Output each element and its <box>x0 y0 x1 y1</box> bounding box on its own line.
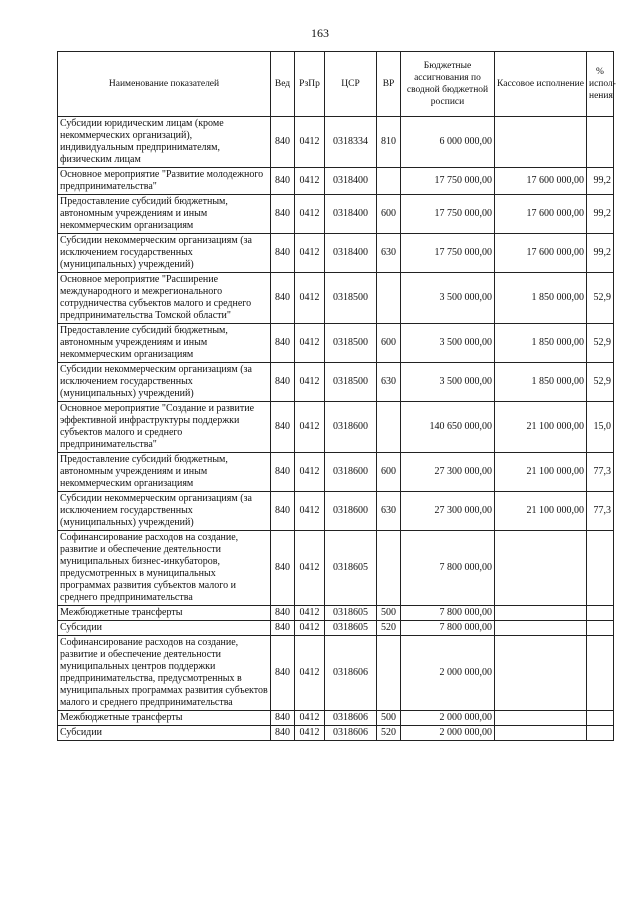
cell-vr: 520 <box>377 726 401 741</box>
cell-budget: 17 750 000,00 <box>401 168 495 195</box>
header-rzpr: РзПр <box>295 52 325 117</box>
cell-vr: 520 <box>377 621 401 636</box>
header-cash: Кассовое исполнение <box>495 52 587 117</box>
budget-table <box>57 51 614 741</box>
cell-cash: 1 850 000,00 <box>495 324 587 363</box>
cell-vr: 500 <box>377 711 401 726</box>
table-row <box>58 531 614 606</box>
cell-csr: 0318400 <box>325 168 377 195</box>
cell-name: Основное мероприятие "Создание и развитие эффективной инфраструктуры поддержки субъектов малого и среднего предпринимательства" <box>58 402 271 453</box>
cell-ved: 840 <box>271 195 295 234</box>
cell-rzpr: 0412 <box>295 273 325 324</box>
cell-budget: 17 750 000,00 <box>401 234 495 273</box>
cell-ved: 840 <box>271 492 295 531</box>
cell-cash <box>495 636 587 711</box>
cell-cash: 17 600 000,00 <box>495 195 587 234</box>
cell-name: Основное мероприятие "Расширение международного и межрегионального сотрудничества субъектов малого и среднего предпринимательства Томской области" <box>58 273 271 324</box>
cell-vr: 630 <box>377 234 401 273</box>
header-csr: ЦСР <box>325 52 377 117</box>
cell-name: Субсидии <box>58 621 271 636</box>
cell-cash <box>495 117 587 168</box>
cell-name: Субсидии некоммерческим организациям (за исключением государственных (муниципальных) учреждений) <box>58 234 271 273</box>
cell-name: Межбюджетные трансферты <box>58 711 271 726</box>
table-row <box>58 453 614 492</box>
cell-vr <box>377 402 401 453</box>
cell-pct <box>587 621 614 636</box>
cell-vr: 630 <box>377 363 401 402</box>
table-row <box>58 324 614 363</box>
cell-vr <box>377 636 401 711</box>
cell-pct: 99,2 <box>587 168 614 195</box>
cell-csr: 0318500 <box>325 273 377 324</box>
cell-rzpr: 0412 <box>295 492 325 531</box>
cell-budget: 3 500 000,00 <box>401 363 495 402</box>
cell-csr: 0318600 <box>325 492 377 531</box>
cell-budget: 27 300 000,00 <box>401 492 495 531</box>
cell-name: Субсидии некоммерческим организациям (за исключением государственных (муниципальных) учреждений) <box>58 363 271 402</box>
cell-ved: 840 <box>271 531 295 606</box>
cell-budget: 2 000 000,00 <box>401 711 495 726</box>
cell-cash: 1 850 000,00 <box>495 363 587 402</box>
cell-pct <box>587 726 614 741</box>
table-row <box>58 363 614 402</box>
cell-name: Софинансирование расходов на создание, развитие и обеспечение деятельности муниципальных бизнес-инкубаторов, предусмотренных в муниципальных программах развития субъектов малого и среднего предпринимательства <box>58 531 271 606</box>
header-pct: % испол-нения <box>587 52 614 117</box>
cell-name: Субсидии <box>58 726 271 741</box>
cell-budget: 6 000 000,00 <box>401 117 495 168</box>
cell-pct <box>587 606 614 621</box>
cell-ved: 840 <box>271 621 295 636</box>
cell-csr: 0318500 <box>325 324 377 363</box>
cell-ved: 840 <box>271 324 295 363</box>
cell-pct <box>587 636 614 711</box>
table-row <box>58 117 614 168</box>
cell-name: Межбюджетные трансферты <box>58 606 271 621</box>
cell-ved: 840 <box>271 273 295 324</box>
cell-vr: 600 <box>377 453 401 492</box>
cell-ved: 840 <box>271 453 295 492</box>
cell-csr: 0318606 <box>325 636 377 711</box>
cell-csr: 0318606 <box>325 711 377 726</box>
cell-rzpr: 0412 <box>295 195 325 234</box>
cell-ved: 840 <box>271 117 295 168</box>
cell-budget: 27 300 000,00 <box>401 453 495 492</box>
cell-cash <box>495 726 587 741</box>
cell-name: Предоставление субсидий бюджетным, автономным учреждениям и иным некоммерческим организациям <box>58 453 271 492</box>
cell-name: Предоставление субсидий бюджетным, автономным учреждениям и иным некоммерческим организациям <box>58 195 271 234</box>
cell-rzpr: 0412 <box>295 726 325 741</box>
cell-pct: 52,9 <box>587 324 614 363</box>
cell-pct: 77,3 <box>587 453 614 492</box>
cell-rzpr: 0412 <box>295 531 325 606</box>
cell-cash <box>495 621 587 636</box>
cell-ved: 840 <box>271 234 295 273</box>
cell-ved: 840 <box>271 636 295 711</box>
cell-csr: 0318605 <box>325 621 377 636</box>
cell-rzpr: 0412 <box>295 402 325 453</box>
cell-rzpr: 0412 <box>295 621 325 636</box>
cell-rzpr: 0412 <box>295 324 325 363</box>
cell-cash: 21 100 000,00 <box>495 492 587 531</box>
table-row <box>58 492 614 531</box>
cell-cash: 1 850 000,00 <box>495 273 587 324</box>
cell-rzpr: 0412 <box>295 363 325 402</box>
table-row <box>58 234 614 273</box>
cell-rzpr: 0412 <box>295 168 325 195</box>
cell-pct <box>587 117 614 168</box>
cell-pct <box>587 531 614 606</box>
table-row <box>58 621 614 636</box>
header-budget: Бюджетные ассигнования по сводной бюджетной росписи <box>401 52 495 117</box>
cell-vr <box>377 273 401 324</box>
table-row <box>58 168 614 195</box>
cell-budget: 7 800 000,00 <box>401 606 495 621</box>
cell-vr: 630 <box>377 492 401 531</box>
cell-csr: 0318334 <box>325 117 377 168</box>
table-body <box>58 117 614 741</box>
cell-csr: 0318400 <box>325 195 377 234</box>
cell-vr <box>377 531 401 606</box>
cell-vr: 500 <box>377 606 401 621</box>
cell-cash <box>495 531 587 606</box>
cell-ved: 840 <box>271 606 295 621</box>
cell-rzpr: 0412 <box>295 606 325 621</box>
cell-vr: 600 <box>377 324 401 363</box>
cell-ved: 840 <box>271 363 295 402</box>
cell-cash <box>495 606 587 621</box>
cell-csr: 0318600 <box>325 453 377 492</box>
cell-cash: 17 600 000,00 <box>495 234 587 273</box>
cell-budget: 17 750 000,00 <box>401 195 495 234</box>
cell-cash: 17 600 000,00 <box>495 168 587 195</box>
cell-budget: 3 500 000,00 <box>401 324 495 363</box>
header-name: Наименование показателей <box>58 52 271 117</box>
cell-pct: 15,0 <box>587 402 614 453</box>
cell-pct <box>587 711 614 726</box>
cell-vr: 600 <box>377 195 401 234</box>
cell-budget: 7 800 000,00 <box>401 621 495 636</box>
table-row <box>58 273 614 324</box>
cell-pct: 52,9 <box>587 363 614 402</box>
cell-budget: 2 000 000,00 <box>401 636 495 711</box>
page-number: 163 <box>311 26 329 40</box>
table-header-row <box>58 52 614 117</box>
cell-pct: 99,2 <box>587 195 614 234</box>
cell-pct: 52,9 <box>587 273 614 324</box>
cell-cash <box>495 711 587 726</box>
cell-csr: 0318500 <box>325 363 377 402</box>
cell-csr: 0318606 <box>325 726 377 741</box>
table-row <box>58 711 614 726</box>
cell-budget: 7 800 000,00 <box>401 531 495 606</box>
cell-vr: 810 <box>377 117 401 168</box>
cell-pct: 77,3 <box>587 492 614 531</box>
cell-pct: 99,2 <box>587 234 614 273</box>
cell-name: Основное мероприятие "Развитие молодежного предпринимательства" <box>58 168 271 195</box>
cell-csr: 0318400 <box>325 234 377 273</box>
cell-csr: 0318605 <box>325 606 377 621</box>
cell-name: Предоставление субсидий бюджетным, автономным учреждениям и иным некоммерческим организациям <box>58 324 271 363</box>
cell-rzpr: 0412 <box>295 636 325 711</box>
cell-ved: 840 <box>271 402 295 453</box>
cell-name: Софинансирование расходов на создание, развитие и обеспечение деятельности муниципальных центров поддержки предпринимательства, предусмотренных в муниципальных программах развития субъектов малого и среднего предпринимательства <box>58 636 271 711</box>
table-row <box>58 402 614 453</box>
cell-vr <box>377 168 401 195</box>
cell-rzpr: 0412 <box>295 234 325 273</box>
cell-rzpr: 0412 <box>295 117 325 168</box>
cell-name: Субсидии юридическим лицам (кроме некоммерческих организаций), индивидуальным предпринимателям, физическим лицам <box>58 117 271 168</box>
cell-csr: 0318605 <box>325 531 377 606</box>
cell-cash: 21 100 000,00 <box>495 402 587 453</box>
cell-rzpr: 0412 <box>295 711 325 726</box>
cell-budget: 140 650 000,00 <box>401 402 495 453</box>
cell-name: Субсидии некоммерческим организациям (за исключением государственных (муниципальных) учреждений) <box>58 492 271 531</box>
table-row <box>58 195 614 234</box>
cell-cash: 21 100 000,00 <box>495 453 587 492</box>
table-row <box>58 726 614 741</box>
cell-ved: 840 <box>271 726 295 741</box>
cell-ved: 840 <box>271 168 295 195</box>
table-row <box>58 636 614 711</box>
cell-rzpr: 0412 <box>295 453 325 492</box>
cell-ved: 840 <box>271 711 295 726</box>
table-row <box>58 606 614 621</box>
header-ved: Вед <box>271 52 295 117</box>
cell-budget: 3 500 000,00 <box>401 273 495 324</box>
cell-budget: 2 000 000,00 <box>401 726 495 741</box>
header-vr: ВР <box>377 52 401 117</box>
cell-csr: 0318600 <box>325 402 377 453</box>
